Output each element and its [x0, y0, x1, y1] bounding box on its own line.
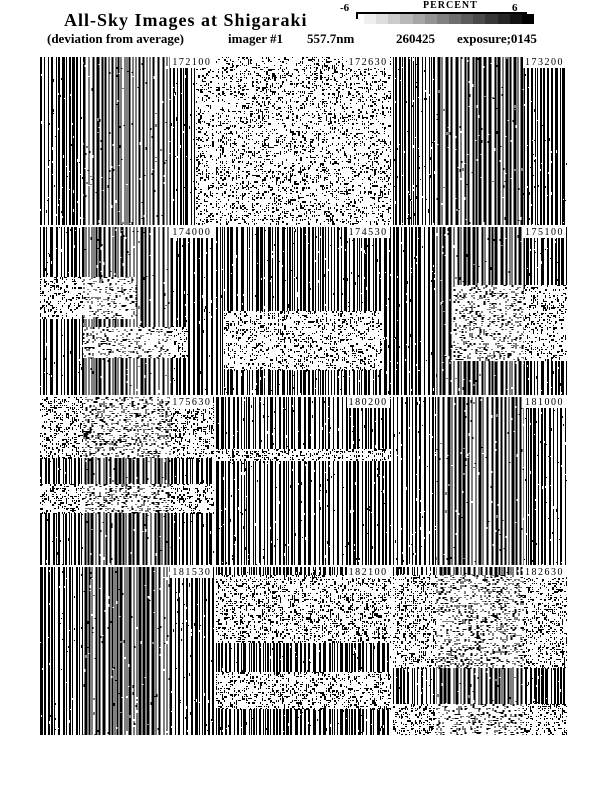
all-sky-panel — [393, 57, 567, 225]
page-title: All-Sky Images at Shigaraki — [64, 10, 308, 30]
all-sky-panel — [216, 567, 390, 735]
colorbar-step — [498, 14, 510, 24]
colorbar-step — [376, 14, 388, 24]
colorbar-gradient — [364, 14, 534, 24]
colorbar-unit-label: PERCENT — [423, 0, 478, 11]
timestamp-label: 181000 — [524, 397, 564, 408]
all-sky-image — [393, 227, 567, 395]
colorbar-min-label: -6 — [340, 2, 350, 14]
colorbar-step — [522, 14, 534, 24]
all-sky-image — [393, 397, 567, 565]
timestamp-label: 172100 — [172, 57, 212, 68]
colorbar-step — [425, 14, 437, 24]
colorbar-step — [400, 14, 412, 24]
all-sky-image — [216, 567, 390, 735]
all-sky-panel — [40, 57, 214, 225]
colorbar-step — [449, 14, 461, 24]
all-sky-image — [40, 227, 214, 395]
all-sky-panel — [216, 227, 390, 395]
timestamp-label: 175100 — [524, 227, 564, 238]
subtitle-deviation: (deviation from average) — [47, 31, 184, 46]
timestamp-label: 175630 — [172, 397, 212, 408]
timestamp-label: 174000 — [172, 227, 212, 238]
timestamp-label: 181530 — [172, 567, 212, 578]
timestamp-label: 182630 — [524, 567, 564, 578]
timestamp-label: 173200 — [524, 57, 564, 68]
all-sky-panel — [40, 397, 214, 565]
all-sky-image — [40, 57, 214, 225]
colorbar-step — [413, 14, 425, 24]
colorbar-step — [388, 14, 400, 24]
colorbar-step — [364, 14, 376, 24]
all-sky-image — [393, 567, 567, 735]
all-sky-panel — [40, 227, 214, 395]
exposure-label: exposure;0145 — [457, 31, 537, 46]
timestamp-label: 174530 — [348, 227, 388, 238]
all-sky-panel — [393, 397, 567, 565]
date-label: 260425 — [396, 31, 435, 46]
all-sky-image — [216, 397, 390, 565]
all-sky-panel — [216, 397, 390, 565]
timestamp-label: 180200 — [348, 397, 388, 408]
colorbar-step — [510, 14, 522, 24]
all-sky-panel — [393, 567, 567, 735]
colorbar-step — [485, 14, 497, 24]
all-sky-panel — [393, 227, 567, 395]
timestamp-label: 182100 — [348, 567, 388, 578]
timestamp-label: 172630 — [348, 57, 388, 68]
colorbar-step — [473, 14, 485, 24]
colorbar-step — [437, 14, 449, 24]
all-sky-panel — [40, 567, 214, 735]
wavelength-label: 557.7nm — [307, 31, 355, 46]
all-sky-image — [216, 227, 390, 395]
all-sky-image — [216, 57, 390, 225]
image-grid — [40, 57, 567, 735]
colorbar — [340, 0, 576, 26]
colorbar-max-label: 6 — [512, 2, 518, 14]
all-sky-image — [40, 397, 214, 565]
all-sky-image — [393, 57, 567, 225]
colorbar-tick — [356, 14, 358, 19]
all-sky-panel — [216, 57, 390, 225]
imager-label: imager #1 — [228, 31, 283, 46]
all-sky-image — [40, 567, 214, 735]
colorbar-step — [461, 14, 473, 24]
